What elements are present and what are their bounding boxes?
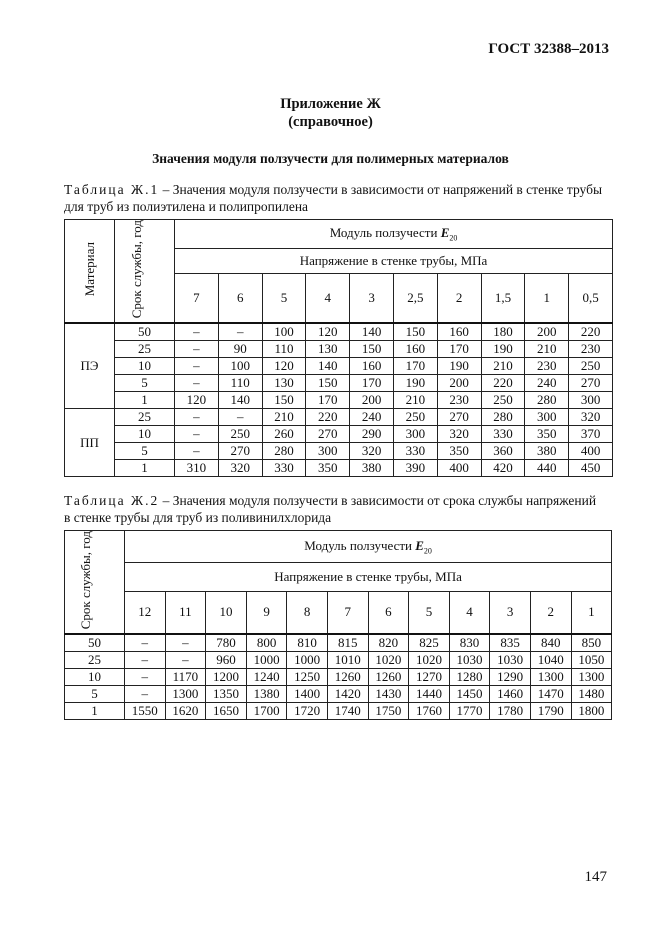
value-cell: 210 xyxy=(481,358,525,375)
term-cell: 10 xyxy=(115,426,175,443)
table2-caption xyxy=(64,492,604,526)
value-cell: 1760 xyxy=(409,703,450,720)
table1-stress-value: 5 xyxy=(262,274,306,323)
value-cell: 1480 xyxy=(571,686,612,703)
value-cell: 240 xyxy=(525,375,569,392)
value-cell: 320 xyxy=(218,460,262,477)
value-cell: 360 xyxy=(481,443,525,460)
value-cell: 330 xyxy=(481,426,525,443)
value-cell: 1200 xyxy=(206,669,247,686)
value-cell: 1790 xyxy=(530,703,571,720)
table2-header-stress: Напряжение в стенке трубы, МПа xyxy=(125,562,612,591)
value-cell: 1700 xyxy=(246,703,287,720)
value-cell: 1050 xyxy=(571,652,612,669)
material-cell: ПЭ xyxy=(65,323,115,409)
value-cell: 1300 xyxy=(571,669,612,686)
value-cell: 420 xyxy=(481,460,525,477)
value-cell: – xyxy=(175,358,219,375)
value-cell: 350 xyxy=(525,426,569,443)
value-cell: 370 xyxy=(569,426,613,443)
value-cell: – xyxy=(125,652,166,669)
value-cell: 300 xyxy=(393,426,437,443)
term-cell: 50 xyxy=(115,323,175,341)
value-cell: – xyxy=(175,323,219,341)
term-cell: 1 xyxy=(115,460,175,477)
value-cell: 1170 xyxy=(165,669,206,686)
value-cell: 230 xyxy=(569,341,613,358)
value-cell: 1030 xyxy=(490,652,531,669)
value-cell: 240 xyxy=(350,409,394,426)
table2-caption-text: – Значения модуля ползучести в зависимости от срока службы напряжений в стенке трубы для труб из поливинилхлорида xyxy=(64,493,597,525)
value-cell: 250 xyxy=(218,426,262,443)
value-cell: 200 xyxy=(350,392,394,409)
table2-header-modulus: Модуль ползучести $E_{20}$ xyxy=(125,531,612,563)
value-cell: 850 xyxy=(571,634,612,652)
term-cell: 10 xyxy=(115,358,175,375)
value-cell: 150 xyxy=(393,323,437,341)
value-cell: 250 xyxy=(393,409,437,426)
table1-stress-value: 3 xyxy=(350,274,394,323)
table1-header-term: Срок службы, год xyxy=(115,220,175,324)
value-cell: 220 xyxy=(306,409,350,426)
value-cell: 170 xyxy=(306,392,350,409)
table-row xyxy=(65,686,612,703)
material-cell: ПП xyxy=(65,409,115,477)
table1-stress-value: 0,5 xyxy=(569,274,613,323)
value-cell: – xyxy=(125,686,166,703)
value-cell: 160 xyxy=(350,358,394,375)
table1 xyxy=(64,219,613,477)
value-cell: 800 xyxy=(246,634,287,652)
table2-stress-value: 10 xyxy=(206,591,247,634)
value-cell: 1470 xyxy=(530,686,571,703)
term-cell: 25 xyxy=(115,341,175,358)
value-cell: – xyxy=(218,409,262,426)
value-cell: 140 xyxy=(218,392,262,409)
value-cell: 1420 xyxy=(327,686,368,703)
value-cell: 400 xyxy=(569,443,613,460)
table-row xyxy=(65,323,613,341)
term-cell: 5 xyxy=(115,443,175,460)
value-cell: 140 xyxy=(350,323,394,341)
table1-header-stress: Напряжение в стенке трубы, МПа xyxy=(175,248,613,274)
table2-stress-value: 1 xyxy=(571,591,612,634)
value-cell: 310 xyxy=(175,460,219,477)
value-cell: 90 xyxy=(218,341,262,358)
table-row xyxy=(65,375,613,392)
value-cell: 1450 xyxy=(449,686,490,703)
value-cell: 200 xyxy=(437,375,481,392)
value-cell: 1300 xyxy=(530,669,571,686)
value-cell: 825 xyxy=(409,634,450,652)
value-cell: 1280 xyxy=(449,669,490,686)
table1-stress-value: 1 xyxy=(525,274,569,323)
value-cell: 1270 xyxy=(409,669,450,686)
value-cell: 380 xyxy=(350,460,394,477)
value-cell: 1040 xyxy=(530,652,571,669)
table-row xyxy=(65,392,613,409)
value-cell: 210 xyxy=(262,409,306,426)
table1-caption-label: Таблица Ж.1 xyxy=(64,182,160,197)
value-cell: 1430 xyxy=(368,686,409,703)
value-cell: – xyxy=(175,443,219,460)
value-cell: 320 xyxy=(437,426,481,443)
value-cell: 120 xyxy=(262,358,306,375)
value-cell: 280 xyxy=(481,409,525,426)
value-cell: 1000 xyxy=(287,652,328,669)
table2-header-term: Срок службы, год xyxy=(65,531,125,635)
table2 xyxy=(64,530,612,720)
table-row xyxy=(65,341,613,358)
value-cell: 815 xyxy=(327,634,368,652)
value-cell: – xyxy=(125,669,166,686)
table1-header-modulus: Модуль ползучести $E_{20}$ xyxy=(175,220,613,249)
term-cell: 50 xyxy=(65,634,125,652)
value-cell: – xyxy=(175,375,219,392)
value-cell: 300 xyxy=(569,392,613,409)
table-row xyxy=(65,703,612,720)
value-cell: – xyxy=(125,634,166,652)
value-cell: 300 xyxy=(525,409,569,426)
value-cell: 1650 xyxy=(206,703,247,720)
value-cell: 220 xyxy=(569,323,613,341)
value-cell: 170 xyxy=(437,341,481,358)
value-cell: 1350 xyxy=(206,686,247,703)
value-cell: 140 xyxy=(306,358,350,375)
value-cell: 180 xyxy=(481,323,525,341)
table1-stress-value: 6 xyxy=(218,274,262,323)
term-cell: 25 xyxy=(115,409,175,426)
table2-stress-value: 2 xyxy=(530,591,571,634)
value-cell: 1440 xyxy=(409,686,450,703)
value-cell: – xyxy=(175,341,219,358)
value-cell: 220 xyxy=(481,375,525,392)
value-cell: 120 xyxy=(306,323,350,341)
value-cell: 1460 xyxy=(490,686,531,703)
value-cell: 400 xyxy=(437,460,481,477)
value-cell: 1290 xyxy=(490,669,531,686)
value-cell: 210 xyxy=(393,392,437,409)
value-cell: 1010 xyxy=(327,652,368,669)
term-cell: 25 xyxy=(65,652,125,669)
value-cell: 270 xyxy=(437,409,481,426)
value-cell: 1030 xyxy=(449,652,490,669)
table-row xyxy=(65,426,613,443)
table-row xyxy=(65,443,613,460)
value-cell: 820 xyxy=(368,634,409,652)
value-cell: 1250 xyxy=(287,669,328,686)
value-cell: 1800 xyxy=(571,703,612,720)
table1-caption-text: – Значения модуля ползучести в зависимости от напряжений в стенке трубы для труб из полиэтилена и полипропилена xyxy=(64,182,603,214)
appendix-title: Приложение Ж xyxy=(280,96,381,112)
value-cell: 1260 xyxy=(368,669,409,686)
table-row xyxy=(65,409,613,426)
value-cell: 280 xyxy=(262,443,306,460)
value-cell: 170 xyxy=(393,358,437,375)
value-cell: 160 xyxy=(393,341,437,358)
value-cell: 320 xyxy=(350,443,394,460)
value-cell: 1000 xyxy=(246,652,287,669)
table2-stress-value: 12 xyxy=(125,591,166,634)
value-cell: 1400 xyxy=(287,686,328,703)
term-cell: 10 xyxy=(65,669,125,686)
value-cell: 1550 xyxy=(125,703,166,720)
value-cell: 150 xyxy=(306,375,350,392)
value-cell: 390 xyxy=(393,460,437,477)
value-cell: 830 xyxy=(449,634,490,652)
value-cell: 230 xyxy=(525,358,569,375)
table-row xyxy=(65,669,612,686)
value-cell: 330 xyxy=(393,443,437,460)
value-cell: 320 xyxy=(569,409,613,426)
value-cell: 250 xyxy=(481,392,525,409)
value-cell: – xyxy=(175,426,219,443)
table2-stress-value: 8 xyxy=(287,591,328,634)
table1-stress-value: 1,5 xyxy=(481,274,525,323)
table1-header-material: Материал xyxy=(65,220,115,324)
value-cell: – xyxy=(165,652,206,669)
value-cell: 190 xyxy=(481,341,525,358)
value-cell: 150 xyxy=(262,392,306,409)
table1-stress-value: 2,5 xyxy=(393,274,437,323)
value-cell: – xyxy=(218,323,262,341)
table2-stress-value: 7 xyxy=(327,591,368,634)
value-cell: 380 xyxy=(525,443,569,460)
value-cell: 835 xyxy=(490,634,531,652)
value-cell: 1750 xyxy=(368,703,409,720)
value-cell: 130 xyxy=(306,341,350,358)
value-cell: 170 xyxy=(350,375,394,392)
value-cell: 190 xyxy=(393,375,437,392)
value-cell: 150 xyxy=(350,341,394,358)
value-cell: 810 xyxy=(287,634,328,652)
term-cell: 1 xyxy=(65,703,125,720)
value-cell: 450 xyxy=(569,460,613,477)
value-cell: 270 xyxy=(218,443,262,460)
value-cell: – xyxy=(165,634,206,652)
value-cell: 110 xyxy=(262,341,306,358)
table2-stress-value: 11 xyxy=(165,591,206,634)
value-cell: 1020 xyxy=(409,652,450,669)
value-cell: 350 xyxy=(306,460,350,477)
table-row xyxy=(65,634,612,652)
value-cell: 260 xyxy=(262,426,306,443)
value-cell: 100 xyxy=(218,358,262,375)
table2-stress-value: 5 xyxy=(409,591,450,634)
value-cell: 1020 xyxy=(368,652,409,669)
value-cell: 1780 xyxy=(490,703,531,720)
value-cell: 1380 xyxy=(246,686,287,703)
table2-stress-value: 9 xyxy=(246,591,287,634)
value-cell: 960 xyxy=(206,652,247,669)
value-cell: 1740 xyxy=(327,703,368,720)
value-cell: 160 xyxy=(437,323,481,341)
value-cell: 1300 xyxy=(165,686,206,703)
term-cell: 5 xyxy=(115,375,175,392)
page-number: 147 xyxy=(584,869,607,885)
value-cell: 290 xyxy=(350,426,394,443)
value-cell: 200 xyxy=(525,323,569,341)
value-cell: 130 xyxy=(262,375,306,392)
table-row xyxy=(65,358,613,375)
value-cell: 1770 xyxy=(449,703,490,720)
value-cell: 270 xyxy=(569,375,613,392)
table-row xyxy=(65,652,612,669)
value-cell: 780 xyxy=(206,634,247,652)
standard-number: ГОСТ 32388–2013 xyxy=(488,41,609,57)
value-cell: 1720 xyxy=(287,703,328,720)
table2-caption-label: Таблица Ж.2 xyxy=(64,493,160,508)
value-cell: 230 xyxy=(437,392,481,409)
table1-caption xyxy=(64,181,604,215)
value-cell: 270 xyxy=(306,426,350,443)
table2-stress-value: 4 xyxy=(449,591,490,634)
value-cell: 190 xyxy=(437,358,481,375)
term-cell: 1 xyxy=(115,392,175,409)
value-cell: 110 xyxy=(218,375,262,392)
appendix-subtitle: (справочное) xyxy=(288,114,373,130)
value-cell: 1240 xyxy=(246,669,287,686)
value-cell: 250 xyxy=(569,358,613,375)
table1-stress-value: 4 xyxy=(306,274,350,323)
section-title: Значения модуля ползучести для полимерных материалов xyxy=(152,151,509,166)
value-cell: – xyxy=(175,409,219,426)
value-cell: 1620 xyxy=(165,703,206,720)
table2-stress-value: 6 xyxy=(368,591,409,634)
term-cell: 5 xyxy=(65,686,125,703)
value-cell: 100 xyxy=(262,323,306,341)
value-cell: 1260 xyxy=(327,669,368,686)
value-cell: 300 xyxy=(306,443,350,460)
value-cell: 120 xyxy=(175,392,219,409)
table1-stress-value: 7 xyxy=(175,274,219,323)
value-cell: 840 xyxy=(530,634,571,652)
table2-stress-value: 3 xyxy=(490,591,531,634)
value-cell: 280 xyxy=(525,392,569,409)
table-row xyxy=(65,460,613,477)
value-cell: 440 xyxy=(525,460,569,477)
value-cell: 350 xyxy=(437,443,481,460)
value-cell: 330 xyxy=(262,460,306,477)
table1-stress-value: 2 xyxy=(437,274,481,323)
value-cell: 210 xyxy=(525,341,569,358)
